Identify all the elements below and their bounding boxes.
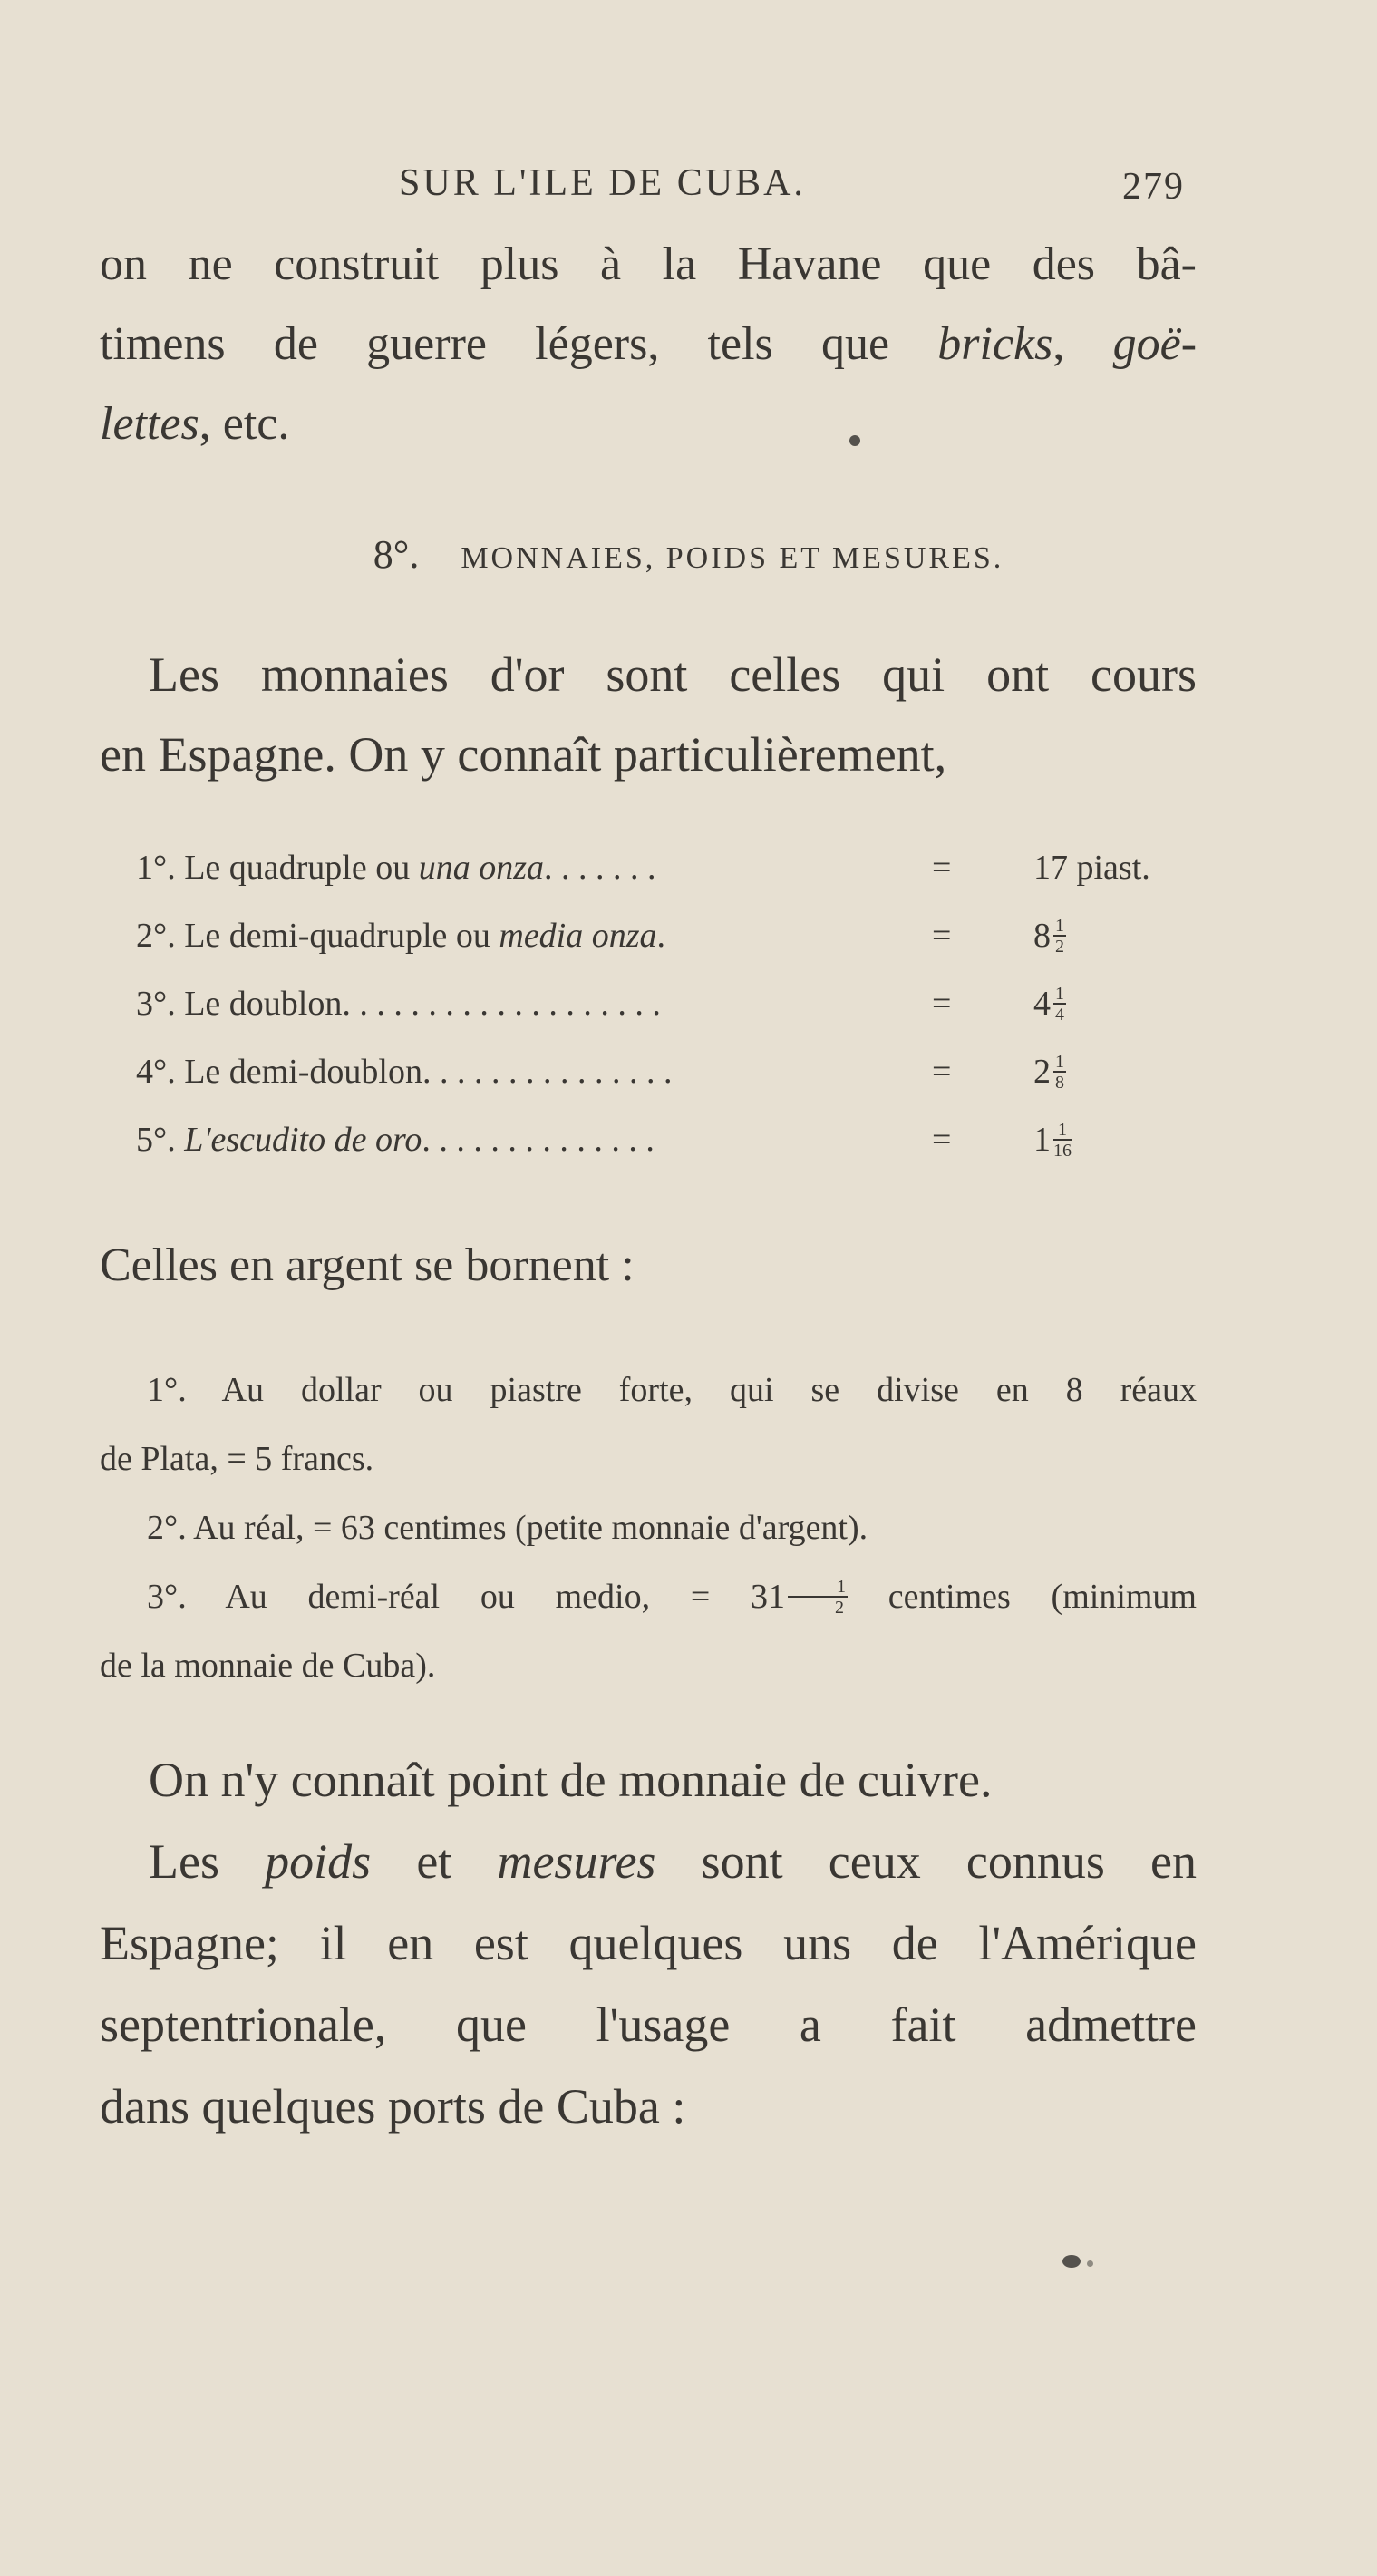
dot-leader: . . . . . . . . . . . . . . . . . . . (342, 985, 661, 1023)
text-line: dans quelques ports de Cuba : (100, 2079, 686, 2134)
italic-term: bricks (937, 318, 1053, 370)
text-line: 1°. Au dollar ou piastre forte, qui se divise en 8 réaux (147, 1371, 1197, 1409)
fraction-numerator: 1 (1053, 1121, 1072, 1141)
text-line (100, 1821, 1197, 1902)
fraction-denominator: 16 (1053, 1141, 1072, 1161)
italic-term: goë- (1112, 318, 1198, 370)
coin-row (136, 848, 1215, 916)
fraction (1053, 1053, 1066, 1092)
coin-name-italic: L'escudito de oro (184, 1121, 422, 1159)
fraction-numerator: 1 (1055, 984, 1064, 1004)
text-line: de la monnaie de Cuba). (100, 1647, 436, 1685)
coin-row (136, 1052, 1215, 1120)
value-whole: 4 (1033, 985, 1051, 1023)
dot-leader: . (656, 917, 666, 955)
coin-row (136, 984, 1215, 1052)
fraction-denominator: 4 (1055, 1005, 1064, 1025)
dot-leader: . . . . . . . . . . . . . . . (422, 1053, 673, 1091)
ink-speck (1062, 2255, 1081, 2268)
value-whole: 1 (1033, 1121, 1051, 1159)
dot-leader: . . . . . . . . . . . . . . (422, 1121, 655, 1159)
fraction (1053, 985, 1066, 1024)
page-header (0, 161, 1377, 207)
coin-label (136, 984, 661, 1024)
silver-intro-paragraph (100, 1226, 1197, 1306)
text-line: 2°. Au réal, = 63 centimes (petite monnaie d'argent). (147, 1509, 868, 1547)
gold-coin-list (136, 848, 1215, 1188)
text-line: septentrionale, que l'usage a fait admettre (100, 1998, 1197, 2052)
ink-speck (1087, 2260, 1093, 2267)
coin-name: Le demi-doublon (184, 1053, 422, 1091)
text-line: Les monnaies d'or sont celles qui ont cours (149, 647, 1197, 702)
item-number: 4°. (136, 1053, 176, 1091)
fraction-denominator: 8 (1055, 1073, 1064, 1093)
ink-speck (849, 435, 860, 446)
item-number: 2°. (136, 917, 176, 955)
text-span: centimes (minimum (848, 1578, 1197, 1616)
gold-intro-paragraph (100, 635, 1197, 794)
coin-value (1033, 984, 1066, 1024)
text-line: de Plata, = 5 francs. (100, 1440, 374, 1478)
value-whole: 8 (1033, 917, 1051, 955)
text-span: , etc. (199, 398, 290, 450)
coin-name-italic: media onza (499, 917, 657, 955)
fraction-numerator: 1 (788, 1578, 848, 1598)
fraction-denominator: 2 (835, 1598, 844, 1618)
fraction-numerator: 1 (1055, 1052, 1064, 1072)
text-line: On n'y connaît point de monnaie de cuivre. (149, 1753, 993, 1807)
coin-label (136, 1120, 655, 1160)
coin-value (1033, 1120, 1072, 1160)
text-span: Les (149, 1834, 266, 1889)
section-heading (0, 531, 1377, 578)
text-line (100, 1562, 1197, 1631)
italic-term: mesures (497, 1834, 656, 1889)
coin-label (136, 916, 665, 956)
coin-name: Le doublon (184, 985, 343, 1023)
text-span: , (1052, 318, 1113, 370)
page-number: 279 (1122, 166, 1185, 208)
coin-value: 17 piast. (1033, 849, 1150, 887)
section-title: MONNAIES, POIDS ET MESURES. (461, 541, 1004, 575)
italic-term: lettes (100, 398, 199, 450)
running-head: SUR L'ILE DE CUBA. (399, 162, 806, 204)
text-line: on ne construit plus à la Havane que des bâ- (100, 238, 1197, 290)
section-number: 8°. (373, 532, 420, 577)
coin-name: Le demi-quadruple ou (184, 917, 499, 955)
coin-row (136, 1120, 1215, 1188)
dot-leader: . . . . . . . (544, 849, 656, 887)
intro-paragraph (100, 225, 1197, 464)
item-number: 5°. (136, 1121, 176, 1159)
coin-value (1033, 1052, 1066, 1092)
fraction-numerator: 1 (1055, 916, 1064, 936)
equals-sign: = (932, 917, 952, 955)
equals-sign: = (932, 985, 952, 1023)
text-line: Espagne; il en est quelques uns de l'Amérique (100, 1916, 1197, 1970)
text-line: Celles en argent se bornent : (100, 1239, 635, 1291)
item-number: 3°. (136, 985, 176, 1023)
equals-sign: = (932, 849, 952, 887)
italic-term: poids (265, 1834, 372, 1889)
coin-label (136, 848, 656, 888)
equals-sign: = (932, 1121, 952, 1159)
text-line (100, 384, 1197, 464)
fraction (1053, 1121, 1072, 1160)
item-number: 1°. (136, 849, 176, 887)
coin-value (1033, 916, 1066, 956)
text-span: 3°. Au demi-réal ou medio, = 31 (147, 1578, 785, 1616)
coin-row (136, 916, 1215, 984)
coin-name-italic: una onza (418, 849, 545, 887)
equals-sign: = (932, 1053, 952, 1091)
silver-coin-list (100, 1356, 1197, 1700)
fraction (1053, 917, 1066, 956)
text-line (100, 305, 1197, 384)
closing-paragraphs (100, 1739, 1197, 2147)
fraction-denominator: 2 (1055, 937, 1064, 957)
value-whole: 2 (1033, 1053, 1051, 1091)
text-span: et (371, 1834, 498, 1889)
coin-name: Le quadruple ou (184, 849, 419, 887)
text-span: timens de guerre légers, tels que (100, 318, 938, 370)
text-line: en Espagne. On y connaît particulièrement, (100, 727, 947, 782)
coin-label (136, 1052, 672, 1092)
text-span: sont ceux connus en (655, 1834, 1197, 1889)
fraction (788, 1578, 848, 1617)
